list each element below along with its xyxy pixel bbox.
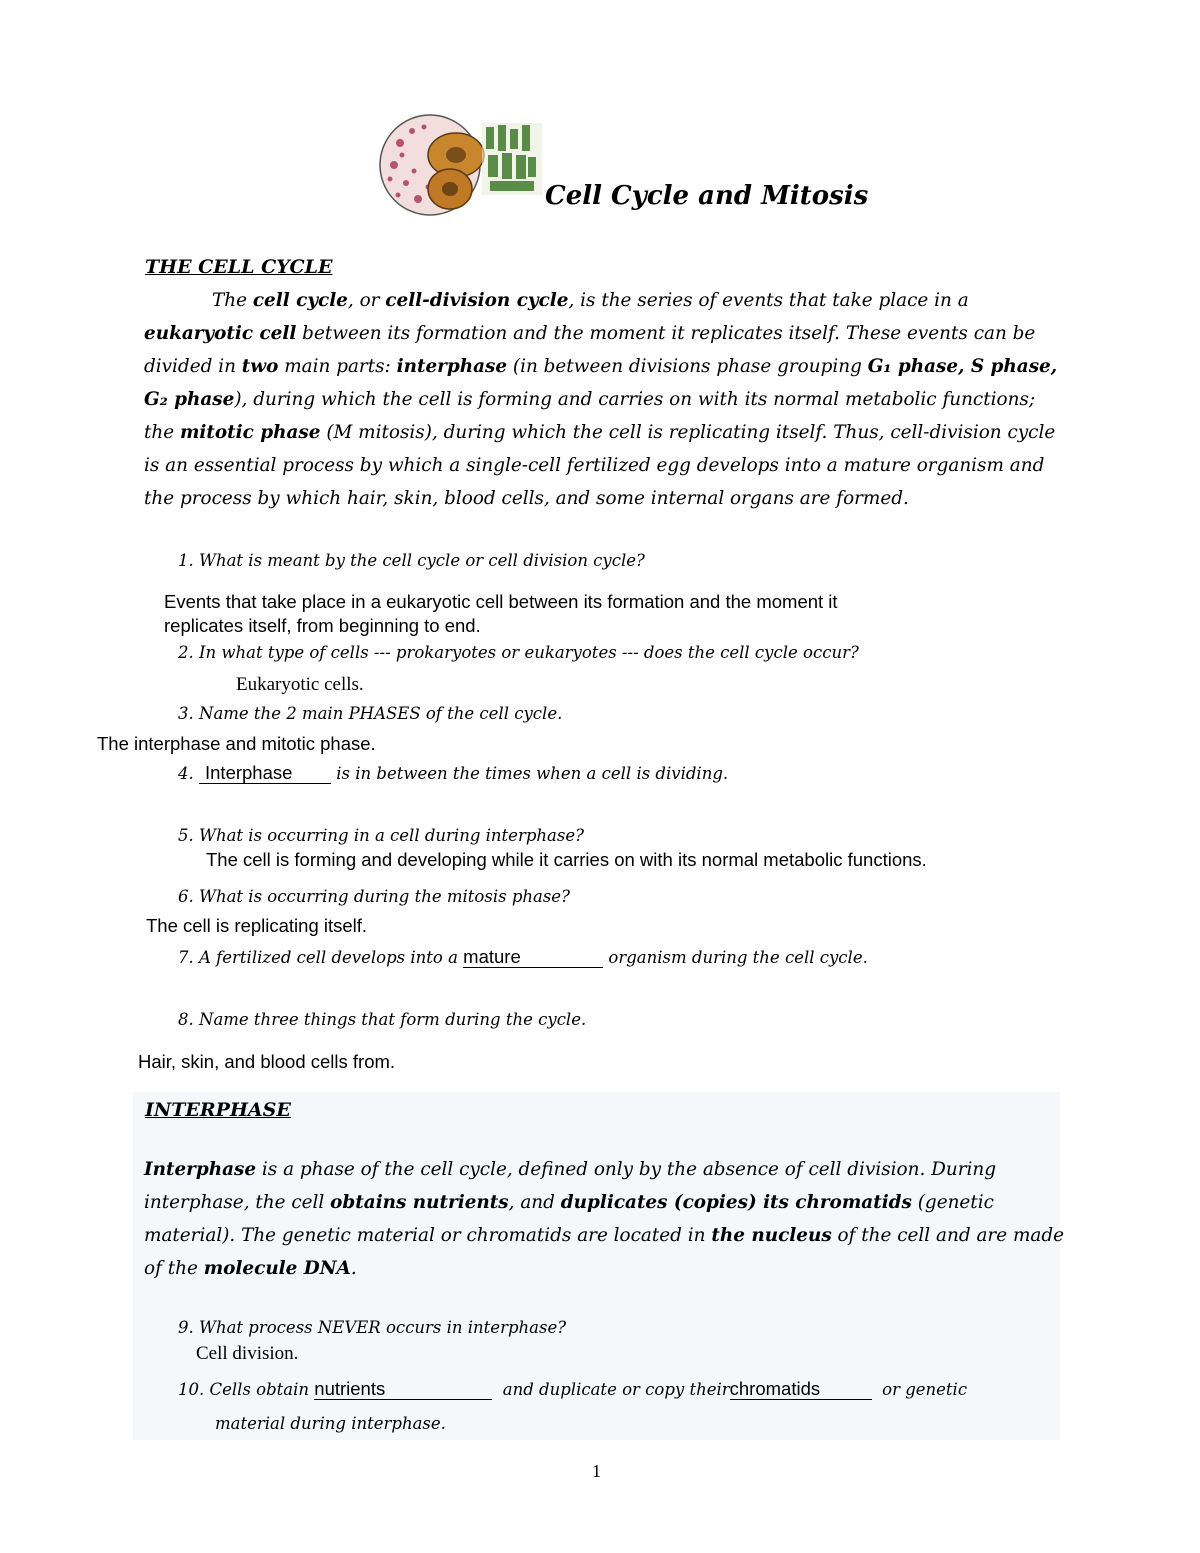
answer-2: Eukaryotic cells. [236,674,364,695]
answer-1-line-1: Events that take place in a eukaryotic cell between its formation and the moment it [164,591,838,612]
answer-5: The cell is forming and developing while it carries on with its normal metabolic functions. [206,849,927,870]
question-1: 1. What is meant by the cell cycle or cell division cycle? [178,551,645,570]
question-8: 8. Name three things that form during the cycle. [178,1010,587,1029]
question-7: 7. A fertilized cell develops into a mature organism during the cell cycle. [178,946,868,967]
question-2: 2. In what type of cells --- prokaryotes or eukaryotes --- does the cell cycle occur? [178,643,859,662]
question-5: 5. What is occurring in a cell during interphase? [178,826,584,845]
fill-blank-10b: chromatids [730,1379,872,1400]
page-number: 1 [592,1461,601,1481]
cell-cycle-paragraph: The cell cycle, or cell-division cycle, is the series of events that take place in a eukaryotic cell between its formation and the moment it replicates itself. These events can be divided in two main parts: interphase (in between divisions phase grouping G₁ phase, S phase, G₂ phase), during which the cell is forming and carries on with its normal metabolic functions; the mitotic phase (M mitosis), during which the cell is replicating itself. Thus, cell-division cycle is an essential process by which a single-cell fertilized egg develops into a mature organism and the process by which hair, skin, blood cells, and some internal organs are formed. [144,290,1058,509]
answer-8: Hair, skin, and blood cells from. [138,1051,396,1072]
question-10: 10. Cells obtain nutrients and duplicate or copy theirchromatids or genetic [178,1378,968,1399]
answer-6: The cell is replicating itself. [146,915,368,936]
answer-1-line-2: replicates itself, from beginning to end. [164,615,481,636]
fill-blank-4: Interphase [199,763,331,784]
question-9: 9. What process NEVER occurs in interphase? [178,1318,567,1337]
question-10-line-2: material during interphase. [215,1414,446,1433]
section-heading-interphase: INTERPHASE [145,1099,291,1121]
interphase-paragraph: Interphase is a phase of the cell cycle, defined only by the absence of cell division. During interphase, the cell obtains nutrients, and duplicates (copies) its chromatids (genetic material). The genetic material or chromatids are located in the nucleus of the cell and are made of the molecule DNA. [144,1159,1065,1279]
page-title: Cell Cycle and Mitosis [545,181,869,211]
fill-blank-10a: nutrients [314,1379,492,1400]
answer-3: The interphase and mitotic phase. [97,733,376,754]
fill-blank-7: mature [463,947,603,968]
section-heading-cell-cycle: THE CELL CYCLE [145,256,333,278]
cell-logo-image [378,113,546,217]
answer-9: Cell division. [196,1343,299,1364]
question-6: 6. What is occurring during the mitosis phase? [178,887,570,906]
question-3: 3. Name the 2 main PHASES of the cell cycle. [178,704,563,723]
question-4: 4. Interphase is in between the times when a cell is dividing. [178,762,729,783]
